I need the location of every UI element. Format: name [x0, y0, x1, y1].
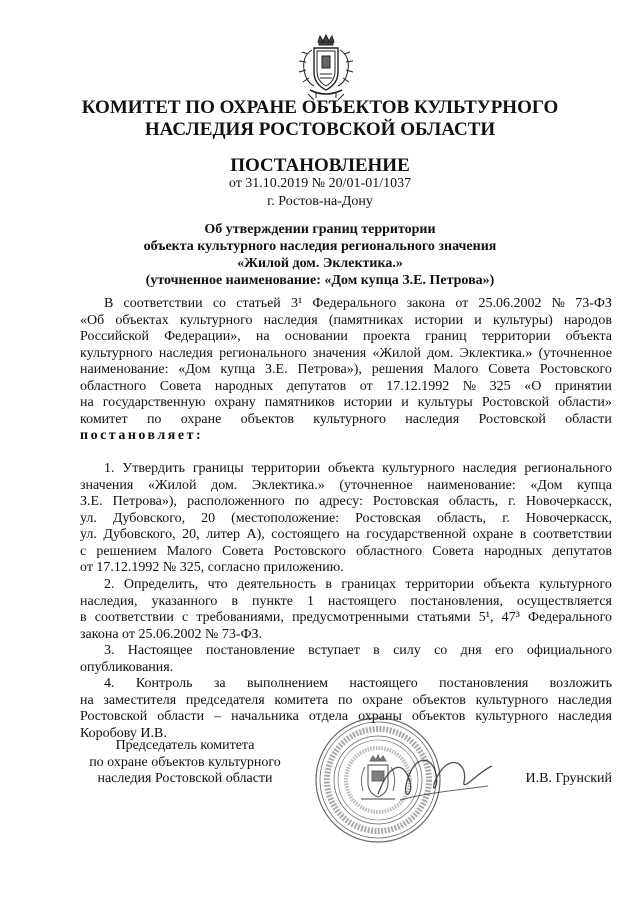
- paragraph-line: 2. Определить, что деятельность в границах территории объекта культурного: [104, 577, 612, 592]
- paragraph-line: на заместителя председателя комитета по охране объектов культурного наследия: [80, 692, 612, 708]
- paragraph-line: ул. Дубовского, 20 (местоположение: Ростовская область, г. Новочеркасск,: [80, 510, 612, 526]
- organization-name-line2: НАСЛЕДИЯ РОСТОВСКОЙ ОБЛАСТИ: [144, 119, 496, 140]
- paragraph-line: 3. Настоящее постановление вступает в силу со дня его официального: [104, 643, 612, 658]
- paragraph-line: областного Совета народных депутатов от 17.12.1992 № 325 «О принятии: [80, 378, 612, 394]
- paragraph-line: с решением Малого Совета Ростовского областного Совета народных депутатов: [80, 543, 612, 559]
- document-city: г. Ростов-на-Дону: [267, 194, 373, 209]
- subject-line: «Жилой дом. Эклектика.»: [237, 256, 403, 271]
- paragraph-line: опубликования.: [80, 659, 174, 675]
- document-type: ПОСТАНОВЛЕНИЕ: [230, 155, 410, 176]
- paragraph-line: ул. Дубовского, 20, литер А), состоящего на государственной охране в соответствии: [80, 527, 612, 542]
- subject-line: объекта культурного наследия регионального значения: [143, 239, 497, 254]
- position-line: по охране объектов культурного: [89, 754, 281, 770]
- resolve-word: постановляет:: [80, 428, 204, 443]
- document-number-date: от 31.10.2019 № 20/01-01/1037: [228, 176, 412, 191]
- signatory-position: [80, 738, 290, 788]
- position-line: Председатель комитета: [115, 738, 255, 753]
- signatory-name: И.В. Грунский: [525, 771, 612, 786]
- paragraph-line: «Об объектах культурного наследия (памятниках истории и культуры) народов: [80, 312, 612, 328]
- paragraph-line: значения «Жилой дом. Эклектика.» (уточненное наименование: «Дом купца: [80, 477, 612, 493]
- paragraph-line: З.Е. Петрова»), расположенного по адресу: Ростовская область, г. Новочеркасск,: [80, 494, 612, 509]
- coat-of-arms-emblem: [296, 34, 356, 102]
- paragraph-line: комитет по охране объектов культурного наследия Ростовской области: [80, 411, 612, 427]
- clause-1: [80, 461, 612, 577]
- paragraph-line: наследия, указанного в пункте 1 настоящего постановления, осуществляется: [80, 593, 612, 609]
- paragraph-line: Российской Федерации», на основании проекта границ территории объекта: [80, 329, 612, 344]
- paragraph-line: в соответствии с требованиями, предусмотренными статьями 5¹, 47³ Федерального: [80, 610, 612, 625]
- subject-line: Об утверждении границ территории: [204, 222, 436, 237]
- paragraph-line: от 17.12.1992 № 325, согласно приложению.: [80, 560, 344, 575]
- paragraph-line: 1. Утвердить границы территории объекта культурного наследия регионального: [104, 461, 612, 476]
- preamble-paragraph: [80, 296, 612, 428]
- position-line: наследия Ростовской области: [97, 771, 273, 786]
- paragraph-line: наименование: «Дом купца З.Е. Петрова»), решения Малого Совета Ростовского: [80, 362, 612, 377]
- document-subject: [0, 221, 640, 289]
- paragraph-line: 4. Контроль за выполнением настоящего постановления возложить: [104, 676, 612, 691]
- organization-name: [0, 97, 640, 141]
- paragraph-line: культурного наследия регионального значения «Жилой дом. Эклектика.» (уточненное: [80, 345, 612, 361]
- paragraph-line: закона от 25.06.2002 № 73-ФЗ.: [80, 626, 263, 642]
- handwritten-signature: [370, 742, 500, 812]
- clause-3: [80, 643, 612, 676]
- paragraph-line: Коробову И.В.: [80, 725, 167, 741]
- subject-line: (уточненное наименование: «Дом купца З.Е. Петрова»): [145, 273, 495, 288]
- resolve-line: [80, 428, 612, 445]
- paragraph-line: В соответствии со статьей 3¹ Федерального закона от 25.06.2002 № 73-ФЗ: [104, 296, 612, 311]
- paragraph-line: на государственную охрану памятников истории и культуры Ростовской области»: [80, 395, 612, 410]
- paragraph-line: Ростовской области – начальника отдела охраны объектов культурного наследия: [80, 709, 612, 724]
- clause-2: [80, 577, 612, 643]
- organization-name-line1: КОМИТЕТ ПО ОХРАНЕ ОБЪЕКТОВ КУЛЬТУРНОГО: [81, 97, 559, 118]
